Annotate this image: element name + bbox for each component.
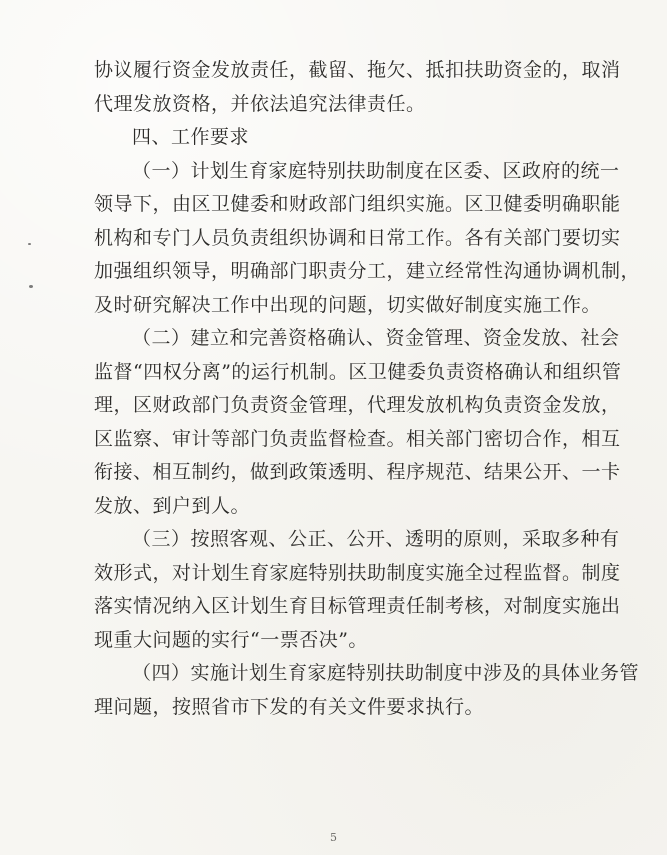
text-line: 及时研究解决工作中出现的问题，切实做好制度实施工作。 xyxy=(94,293,602,316)
text-line: 理问题，按照省市下发的有关文件要求执行。 xyxy=(94,695,485,718)
paragraph-1 xyxy=(94,155,641,323)
document-body xyxy=(94,54,641,724)
text-line: （三）按照客观、公正、公开、透明的原则，采取多种有 xyxy=(132,528,620,550)
text-line: 理，区财政部门负责资金管理，代理发放机构负责资金发放， xyxy=(94,394,621,416)
text-line: （一）计划生育家庭特别扶助制度在区委、区政府的统一 xyxy=(132,159,620,182)
page-number: 5 xyxy=(330,831,337,844)
text-line: 区监察、审计等部门负责监督检查。相关部门密切合作，相互 xyxy=(94,427,621,450)
text-line: 监督“四权分离”的运行机制。区卫健委负责资格确认和组织管 xyxy=(94,360,622,383)
scan-speck xyxy=(29,285,33,288)
scan-speck xyxy=(28,243,31,245)
text-line: （四）实施计划生育家庭特别扶助制度中涉及的具体业务管 xyxy=(132,662,640,684)
text-line: 落实情况纳入区计划生育目标管理责任制考核，对制度实施出 xyxy=(94,595,621,617)
text-line: 衔接、相互制约，做到政策透明、程序规范、结果公开、一卡 xyxy=(94,461,621,483)
text-line: （二）建立和完善资格确认、资金管理、资金发放、社会 xyxy=(132,327,620,349)
text-line: 效形式，对计划生育家庭特别扶助制度实施全过程监督。制度 xyxy=(94,561,621,584)
section-heading: 四、工作要求 xyxy=(132,126,250,148)
text-line: 加强组织领导，明确部门职责分工，建立经常性沟通协调机制， xyxy=(94,260,641,282)
text-line: 代理发放资格，并依法追究法律责任。 xyxy=(94,92,426,115)
text-line: 发放、到户到人。 xyxy=(94,494,251,517)
paragraph-3 xyxy=(94,523,621,657)
text-line: 协议履行资金发放责任，截留、拖欠、抵扣扶助资金的，取消 xyxy=(94,59,621,81)
text-line: 领导下，由区卫健委和财政部门组织实施。区卫健委明确职能 xyxy=(94,193,621,215)
continued-paragraph xyxy=(94,54,621,121)
text-line: 机构和专门人员负责组织协调和日常工作。各有关部门要切实 xyxy=(94,226,621,249)
text-line: 现重大问题的实行“一票否决”。 xyxy=(94,628,368,651)
paragraph-4 xyxy=(94,657,640,724)
paragraph-2 xyxy=(94,322,622,523)
